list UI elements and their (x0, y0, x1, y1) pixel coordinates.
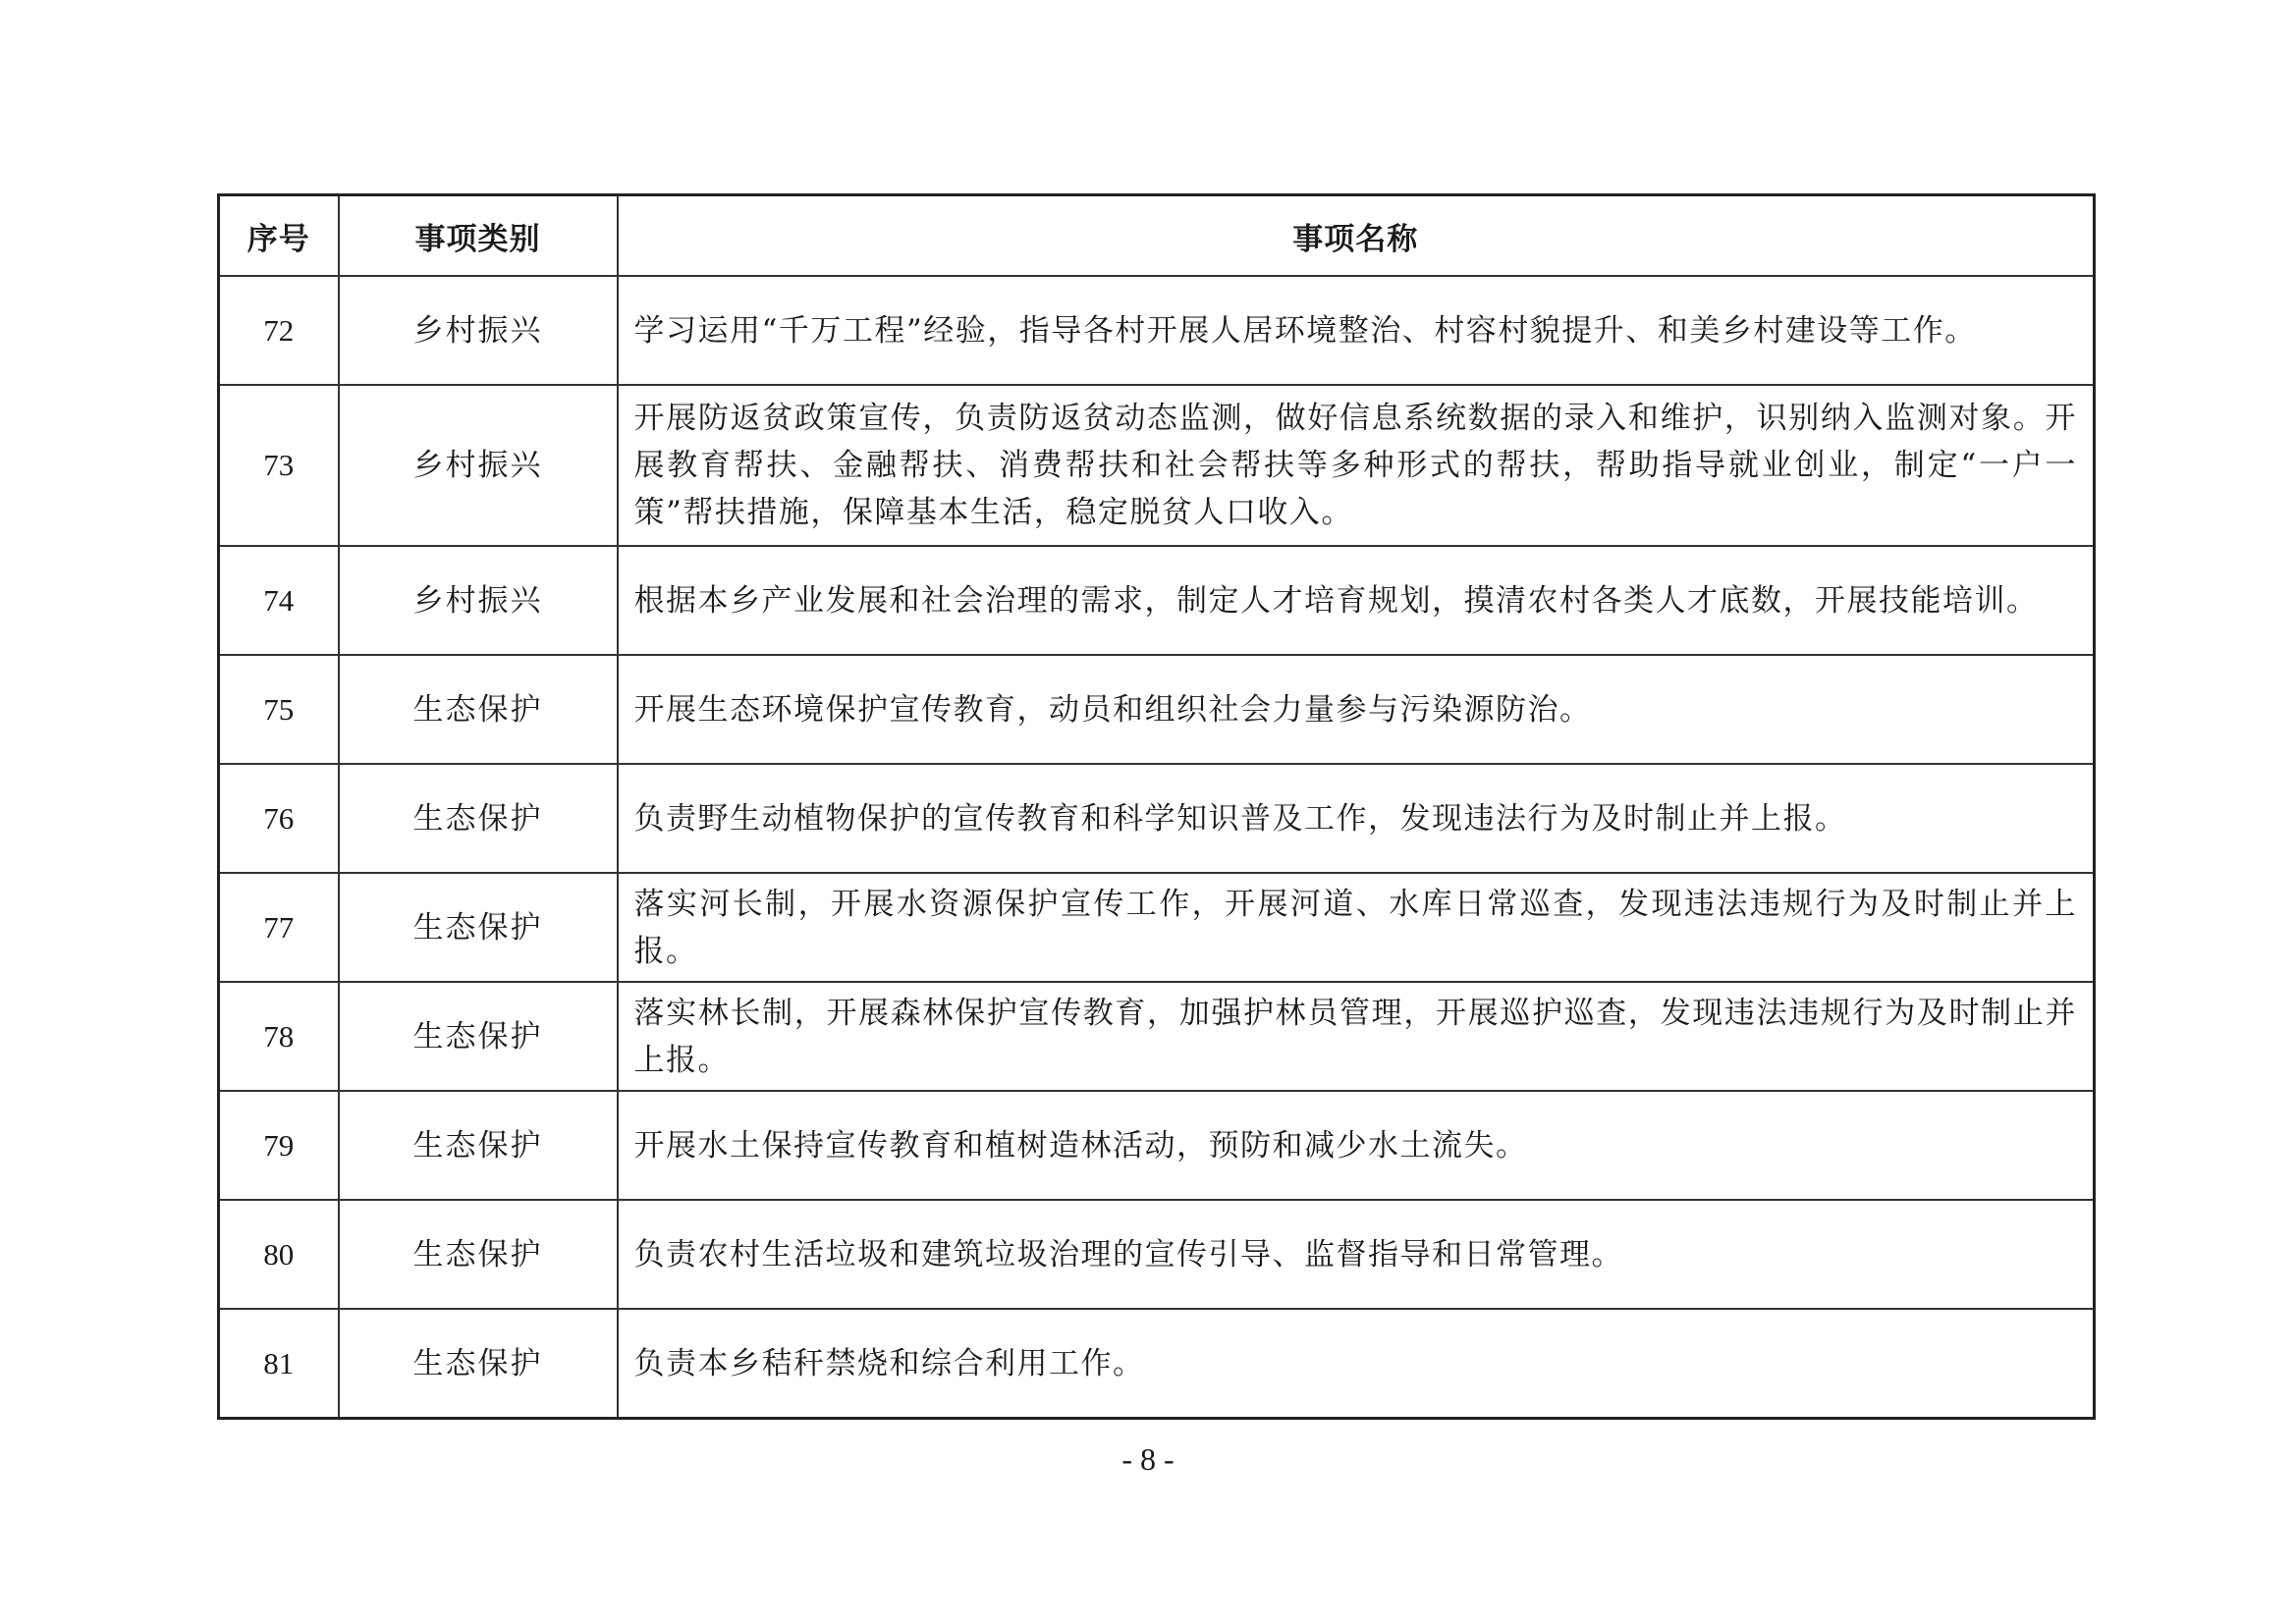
row-serial-number: 81 (219, 1309, 339, 1419)
row-category: 生态保护 (339, 873, 618, 982)
table-body (219, 276, 2095, 1419)
row-category: 生态保护 (339, 764, 618, 873)
row-category: 生态保护 (339, 982, 618, 1091)
row-serial-number: 74 (219, 546, 339, 655)
header-category: 事项类别 (339, 195, 618, 277)
matters-table (217, 193, 2096, 1420)
row-category: 乡村振兴 (339, 276, 618, 385)
row-category: 乡村振兴 (339, 385, 618, 546)
row-matter-name: 负责农村生活垃圾和建筑垃圾治理的宣传引导、监督指导和日常管理。 (618, 1200, 2095, 1309)
row-category: 生态保护 (339, 1309, 618, 1419)
row-category: 乡村振兴 (339, 546, 618, 655)
table-row (219, 1200, 2095, 1309)
row-serial-number: 80 (219, 1200, 339, 1309)
row-serial-number: 78 (219, 982, 339, 1091)
table-row (219, 385, 2095, 546)
header-matter-name: 事项名称 (618, 195, 2095, 277)
row-serial-number: 79 (219, 1091, 339, 1200)
row-category: 生态保护 (339, 1200, 618, 1309)
row-matter-name: 学习运用“千万工程”经验，指导各村开展人居环境整治、村容村貌提升、和美乡村建设等工作。 (618, 276, 2095, 385)
header-row (219, 195, 2095, 277)
row-category: 生态保护 (339, 1091, 618, 1200)
page-number: - 8 - (1121, 1441, 1175, 1477)
row-serial-number: 72 (219, 276, 339, 385)
row-matter-name: 负责本乡秸秆禁烧和综合利用工作。 (618, 1309, 2095, 1419)
row-serial-number: 76 (219, 764, 339, 873)
table-row (219, 276, 2095, 385)
row-matter-name: 开展水土保持宣传教育和植树造林活动，预防和减少水土流失。 (618, 1091, 2095, 1200)
table-row (219, 764, 2095, 873)
row-category: 生态保护 (339, 655, 618, 764)
table-row (219, 873, 2095, 982)
row-matter-name: 开展生态环境保护宣传教育，动员和组织社会力量参与污染源防治。 (618, 655, 2095, 764)
table-header (219, 195, 2095, 277)
table-row (219, 1091, 2095, 1200)
row-matter-name: 根据本乡产业发展和社会治理的需求，制定人才培育规划，摸清农村各类人才底数，开展技能培训。 (618, 546, 2095, 655)
row-serial-number: 73 (219, 385, 339, 546)
table-row (219, 1309, 2095, 1419)
row-matter-name: 落实河长制，开展水资源保护宣传工作，开展河道、水库日常巡查，发现违法违规行为及时制止并上报。 (618, 873, 2095, 982)
table-row (219, 982, 2095, 1091)
row-matter-name: 负责野生动植物保护的宣传教育和科学知识普及工作，发现违法行为及时制止并上报。 (618, 764, 2095, 873)
row-matter-name: 开展防返贫政策宣传，负责防返贫动态监测，做好信息系统数据的录入和维护，识别纳入监测对象。开展教育帮扶、金融帮扶、消费帮扶和社会帮扶等多种形式的帮扶，帮助指导就业创业，制定“一户一策”帮扶措施，保障基本生活，稳定脱贫人口收入。 (618, 385, 2095, 546)
table-row (219, 546, 2095, 655)
row-matter-name: 落实林长制，开展森林保护宣传教育，加强护林员管理，开展巡护巡查，发现违法违规行为及时制止并上报。 (618, 982, 2095, 1091)
row-serial-number: 77 (219, 873, 339, 982)
header-serial-number: 序号 (219, 195, 339, 277)
row-serial-number: 75 (219, 655, 339, 764)
table-row (219, 655, 2095, 764)
